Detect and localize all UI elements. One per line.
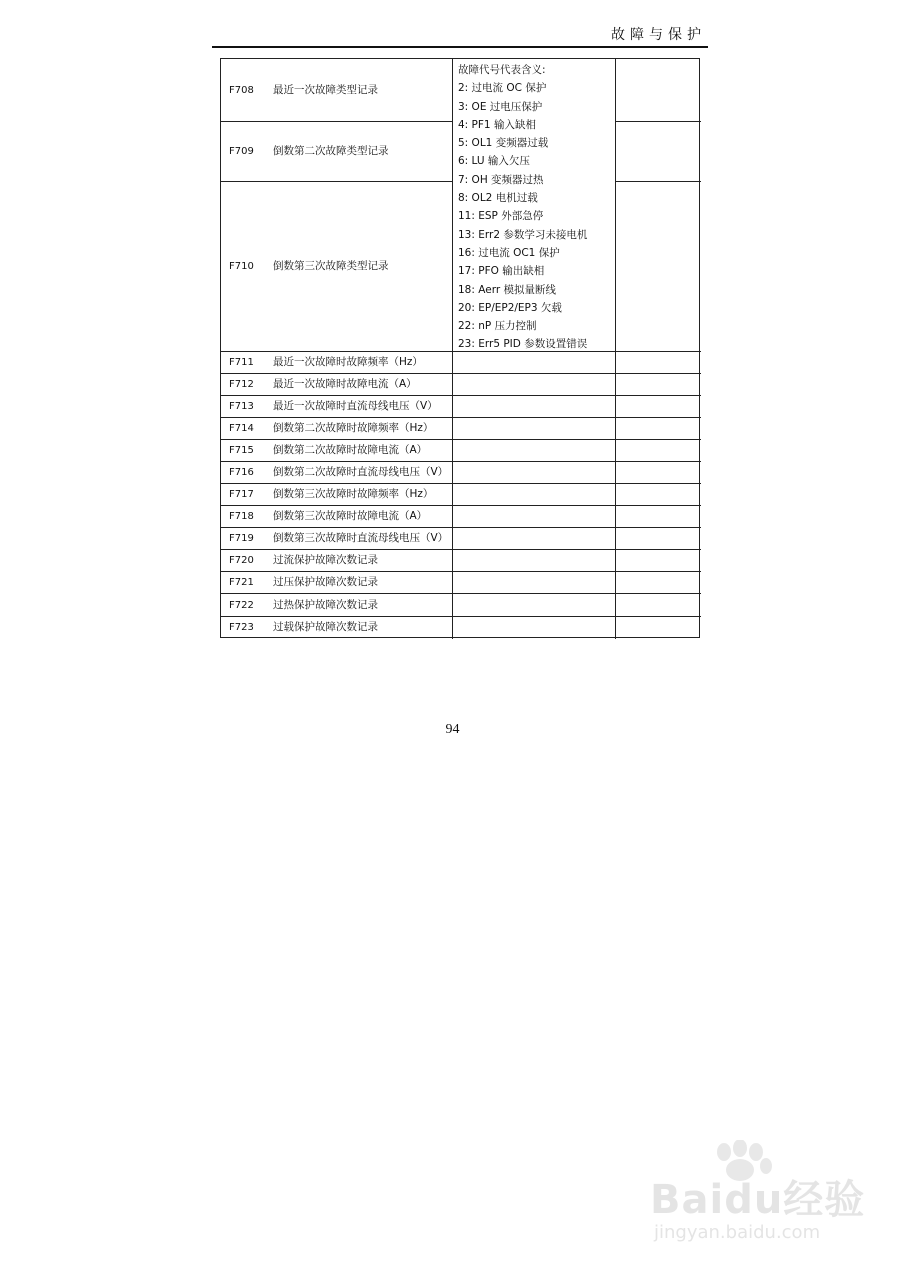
fault-code-legend <box>458 61 618 354</box>
column-divider <box>615 59 616 639</box>
baidu-watermark <box>640 1140 870 1260</box>
section-title: 故障与保护 <box>611 27 706 43</box>
legend-title: 故障代号代表含义: <box>458 64 546 76</box>
parameter-code: F722 <box>229 599 254 611</box>
row-divider <box>221 483 701 484</box>
parameter-description: 倒数第三次故障时故障频率（Hz） <box>273 488 434 500</box>
parameter-code: F709 <box>229 146 254 157</box>
parameter-code: F721 <box>229 577 254 588</box>
legend-item: 3: OE 过电压保护 <box>458 100 543 113</box>
parameter-description: 最近一次故障时故障电流（A） <box>273 378 417 390</box>
row-divider <box>221 593 701 594</box>
row-divider <box>221 439 701 440</box>
legend-item: 2: 过电流 OC 保护 <box>458 82 547 95</box>
legend-item: 8: OL2 电机过载 <box>458 192 538 205</box>
table-row <box>229 421 449 436</box>
column-divider <box>452 59 453 639</box>
table-row <box>229 531 449 546</box>
table-row <box>229 377 449 392</box>
parameter-description: 倒数第三次故障类型记录 <box>273 260 389 272</box>
parameter-description: 最近一次故障类型记录 <box>273 84 378 96</box>
legend-item: 4: PF1 输入缺相 <box>458 118 536 131</box>
row-divider <box>221 549 701 550</box>
parameter-description: 过载保护故障次数记录 <box>273 621 378 633</box>
parameter-description: 过压保护故障次数记录 <box>273 576 378 588</box>
row-divider <box>221 351 701 352</box>
parameter-description: 倒数第二次故障时故障电流（A） <box>273 444 428 456</box>
row-divider <box>221 417 701 418</box>
legend-item: 22: nP 压力控制 <box>458 320 537 333</box>
parameter-description: 倒数第二次故障时故障频率（Hz） <box>273 422 434 434</box>
table-row <box>229 487 449 502</box>
parameter-description: 倒数第二次故障时直流母线电压（V） <box>273 466 449 478</box>
parameter-description: 最近一次故障时故障频率（Hz） <box>273 356 423 368</box>
legend-item: 20: EP/EP2/EP3 欠载 <box>458 301 562 314</box>
row-divider <box>615 181 701 182</box>
legend-item: 23: Err5 PID 参数设置错误 <box>458 338 588 351</box>
table-row <box>229 355 449 370</box>
parameter-description: 倒数第三次故障时故障电流（A） <box>273 510 428 522</box>
table-row <box>229 144 449 159</box>
row-divider <box>221 181 452 182</box>
parameter-code: F710 <box>229 261 254 272</box>
table-row <box>229 553 449 568</box>
table-row <box>229 259 449 274</box>
row-divider <box>221 373 701 374</box>
watermark-brand: Baidu经验 <box>650 1177 866 1223</box>
parameter-table <box>220 58 700 638</box>
parameter-code: F711 <box>229 357 254 368</box>
table-row <box>229 598 449 613</box>
page-header <box>212 22 708 48</box>
parameter-code: F714 <box>229 423 254 434</box>
row-divider <box>221 527 701 528</box>
legend-item: 13: Err2 参数学习未接电机 <box>458 228 588 241</box>
table-row <box>229 620 449 635</box>
legend-item: 5: OL1 变频器过载 <box>458 137 549 150</box>
legend-item: 18: Aerr 模拟量断线 <box>458 283 556 296</box>
parameter-code: F713 <box>229 401 254 412</box>
legend-item: 6: LU 输入欠压 <box>458 155 530 168</box>
table-row <box>229 465 449 480</box>
parameter-code: F712 <box>229 379 254 390</box>
row-divider <box>221 461 701 462</box>
parameter-description: 倒数第二次故障类型记录 <box>273 145 389 157</box>
table-row <box>229 509 449 524</box>
row-divider <box>221 395 701 396</box>
parameter-code: F718 <box>229 511 254 522</box>
table-row <box>229 399 449 414</box>
table-row <box>229 443 449 458</box>
row-divider <box>221 121 452 122</box>
table-row <box>229 83 449 98</box>
legend-item: 7: OH 变频器过热 <box>458 173 544 186</box>
parameter-description: 过流保护故障次数记录 <box>273 554 378 566</box>
parameter-description: 最近一次故障时直流母线电压（V） <box>273 400 438 412</box>
table-row <box>229 575 449 590</box>
parameter-code: F717 <box>229 489 254 500</box>
parameter-code: F715 <box>229 445 254 456</box>
page-number: 94 <box>445 722 460 737</box>
watermark-url: jingyan.baidu.com <box>654 1222 821 1243</box>
row-divider <box>221 505 701 506</box>
legend-item: 17: PFO 输出缺相 <box>458 265 545 278</box>
legend-item: 16: 过电流 OC1 保护 <box>458 246 560 259</box>
row-divider <box>615 121 701 122</box>
parameter-code: F708 <box>229 85 254 96</box>
parameter-code: F720 <box>229 555 254 566</box>
row-divider <box>221 571 701 572</box>
row-divider <box>221 616 701 617</box>
parameter-description: 过热保护故障次数记录 <box>273 598 378 611</box>
parameter-description: 倒数第三次故障时直流母线电压（V） <box>273 532 449 544</box>
legend-item: 11: ESP 外部急停 <box>458 210 544 223</box>
parameter-code: F723 <box>229 622 254 633</box>
parameter-code: F719 <box>229 533 254 544</box>
parameter-code: F716 <box>229 467 254 478</box>
